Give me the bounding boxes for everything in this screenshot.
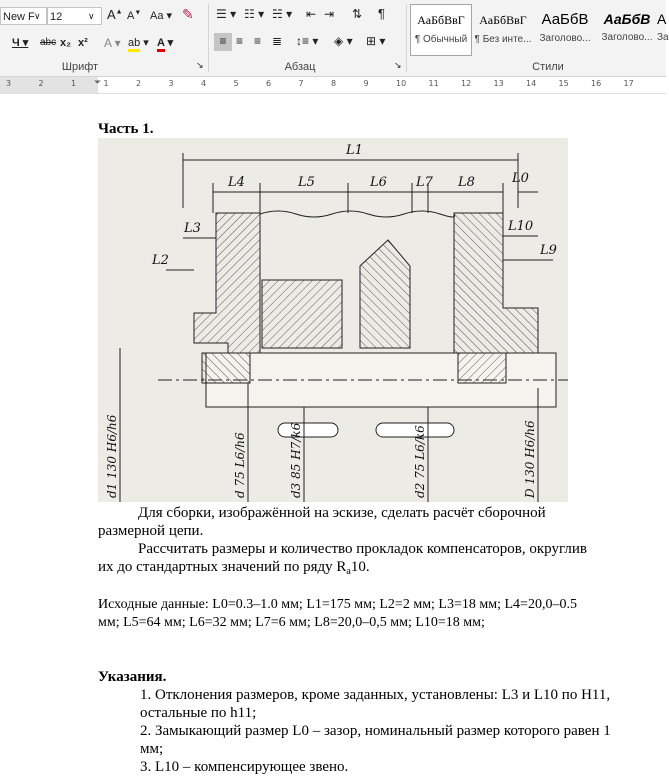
font-dialog-launcher[interactable]: ↘ <box>196 60 204 70</box>
assembly-sketch-figure <box>98 138 568 502</box>
label-l9: L9 <box>540 243 557 258</box>
indent-marker-icon[interactable]: ⏷ <box>94 77 102 87</box>
styles-group <box>408 0 669 76</box>
style-name: Заголово... <box>601 32 653 43</box>
label-l0: L0 <box>512 171 529 186</box>
increase-indent-icon[interactable]: ⇥ <box>324 7 335 21</box>
left-keyway <box>278 423 338 437</box>
ruler-number: 13 <box>493 79 504 88</box>
separator <box>406 4 407 72</box>
font-name-value: New F <box>3 11 35 23</box>
label-d3: d3 85 H7/k6 <box>289 422 303 498</box>
instruction-2: 2. Замыкающий размер L0 – зазор, номинальный размер которого равен 1 мм; <box>140 723 611 757</box>
paragraph-2-text: Рассчитать размеры и количество прокладок компенсаторов, округлив их до стандартных значений по ряду R <box>98 541 587 575</box>
font-group-label: Шрифт <box>61 61 99 73</box>
style-preview: АаБбВ <box>603 11 651 27</box>
instruction-1: 1. Отклонения размеров, кроме заданных, установлены: L3 и L10 по H11, остальные по h11; <box>140 687 611 721</box>
line-spacing-icon[interactable]: ↕≡ ▾ <box>296 34 319 48</box>
label-l4: L4 <box>228 175 245 190</box>
ruler-number: 2 <box>38 79 44 88</box>
ruler-number: 1 <box>71 79 77 88</box>
clear-formatting-icon[interactable]: ✎ <box>182 6 194 22</box>
heading-instructions: Указания. <box>98 669 167 685</box>
input-data-line-2: мм; L5=64 мм; L6=32 мм; L7=6 мм; L8=20,0–0,5 мм; L10=18 мм; <box>98 615 485 630</box>
strikethrough-button[interactable]: abc <box>40 37 57 48</box>
shading-icon[interactable]: ◈ ▾ <box>334 34 353 48</box>
separator <box>208 4 209 72</box>
align-left-icon[interactable]: ≡ <box>214 33 232 51</box>
sort-icon[interactable]: ⇅ <box>352 7 363 21</box>
ruler-number: 10 <box>396 79 407 88</box>
highlight-button[interactable]: ab ▾ <box>128 35 149 53</box>
label-l2: L2 <box>152 253 169 268</box>
underline-button[interactable]: Ч ▾ <box>12 37 29 49</box>
style-name: За <box>657 32 669 43</box>
ruler-number: 14 <box>526 79 537 88</box>
ruler-number: 7 <box>298 79 304 88</box>
paragraph-2-subscript: a <box>346 566 351 577</box>
paragraph-dialog-launcher[interactable]: ↘ <box>394 60 402 70</box>
ruler-number: 15 <box>558 79 569 88</box>
font-name-dropdown-icon[interactable]: ∨ <box>34 11 41 21</box>
subscript-button[interactable]: x₂ <box>60 37 72 49</box>
show-marks-button[interactable]: ¶ <box>378 6 385 21</box>
ruler-number: 4 <box>201 79 207 88</box>
ruler-margin-left <box>0 77 98 93</box>
left-bearing <box>202 353 250 383</box>
borders-icon[interactable]: ⊞ ▾ <box>366 34 386 48</box>
superscript-button[interactable]: x² <box>78 37 88 49</box>
paragraph-2-end: 10. <box>350 559 370 575</box>
ruler-number: 6 <box>266 79 272 88</box>
bullets-icon[interactable]: ☰ ▾ <box>216 7 237 21</box>
style-preview: АаБбВ <box>541 11 589 28</box>
horizontal-ruler[interactable] <box>0 77 666 94</box>
change-case-button[interactable]: Aa ▾ <box>150 10 173 22</box>
styles-group-label: Стили <box>532 61 564 73</box>
style-no-spacing[interactable] <box>472 4 534 56</box>
style-heading-2[interactable] <box>596 4 658 56</box>
ruler-number: 1 <box>103 79 109 88</box>
multilevel-list-icon[interactable]: ☵ ▾ <box>272 7 293 21</box>
font-group <box>0 0 210 76</box>
style-name: ¶ Обычный <box>414 34 468 45</box>
ruler-number: 2 <box>136 79 142 88</box>
label-l7: L7 <box>416 175 433 190</box>
heading-part-1: Часть 1. <box>98 121 154 137</box>
ruler-number: 16 <box>591 79 602 88</box>
ruler-number: 3 <box>168 79 174 88</box>
right-bearing <box>458 353 506 383</box>
ruler-number: 9 <box>363 79 369 88</box>
style-preview: АаБбВвГ <box>417 13 465 27</box>
label-l5: L5 <box>298 175 315 190</box>
font-color-button[interactable]: A ▾ <box>157 35 173 53</box>
style-normal[interactable] <box>410 4 472 56</box>
label-d2: d 75 L6/h6 <box>233 432 247 498</box>
font-size-value: 12 <box>50 11 63 23</box>
justify-icon[interactable]: ≣ <box>272 34 283 48</box>
gear-body <box>262 280 342 348</box>
ruler-number: 3 <box>6 79 12 88</box>
style-preview: А <box>657 11 667 27</box>
label-d4: d2 75 L6/k6 <box>413 425 427 498</box>
label-d5: D 130 H6/h6 <box>523 420 537 498</box>
document-page[interactable] <box>0 94 666 775</box>
paragraph-2 <box>98 540 598 576</box>
label-l10: L10 <box>508 219 534 234</box>
style-heading-1[interactable] <box>534 4 596 56</box>
paragraph-group-label: Абзац <box>284 61 316 73</box>
ribbon <box>0 0 669 77</box>
ruler-number: 5 <box>233 79 239 88</box>
paragraph-group <box>210 0 406 76</box>
label-l3: L3 <box>184 221 201 236</box>
decrease-indent-icon[interactable]: ⇤ <box>306 7 317 21</box>
style-name: ¶ Без инте... <box>474 34 532 45</box>
instruction-3: 3. L10 – компенсирующее звено. <box>140 759 349 775</box>
style-heading-3[interactable] <box>656 4 669 56</box>
label-l1: L1 <box>346 143 363 158</box>
label-d1: d1 130 H6/h6 <box>105 414 119 498</box>
style-name: Заголово... <box>539 33 591 44</box>
input-data-line-1: Исходные данные: L0=0.3–1.0 мм; L1=175 мм; L2=2 мм; L3=18 мм; L4=20,0–0.5 <box>98 597 577 612</box>
ruler-number: 12 <box>461 79 472 88</box>
label-l8: L8 <box>458 175 475 190</box>
ruler-number: 17 <box>623 79 634 88</box>
ruler-number: 8 <box>331 79 337 88</box>
ruler-number: 11 <box>428 79 439 88</box>
label-l6: L6 <box>370 175 387 190</box>
grow-font-button[interactable]: A▲ <box>107 7 123 22</box>
numbering-icon[interactable]: ☷ ▾ <box>244 7 265 21</box>
align-right-icon[interactable]: ≡ <box>254 34 262 48</box>
style-preview: АаБбВвГ <box>479 13 527 27</box>
paragraph-1: Для сборки, изображённой на эскизе, сделать расчёт сборочной размерной цепи. <box>98 505 546 539</box>
align-center-icon[interactable]: ≡ <box>236 34 244 48</box>
text-effects-button[interactable]: A ▾ <box>104 36 121 50</box>
font-size-dropdown-icon[interactable]: ∨ <box>88 11 95 21</box>
shrink-font-button[interactable]: A▼ <box>127 9 142 22</box>
